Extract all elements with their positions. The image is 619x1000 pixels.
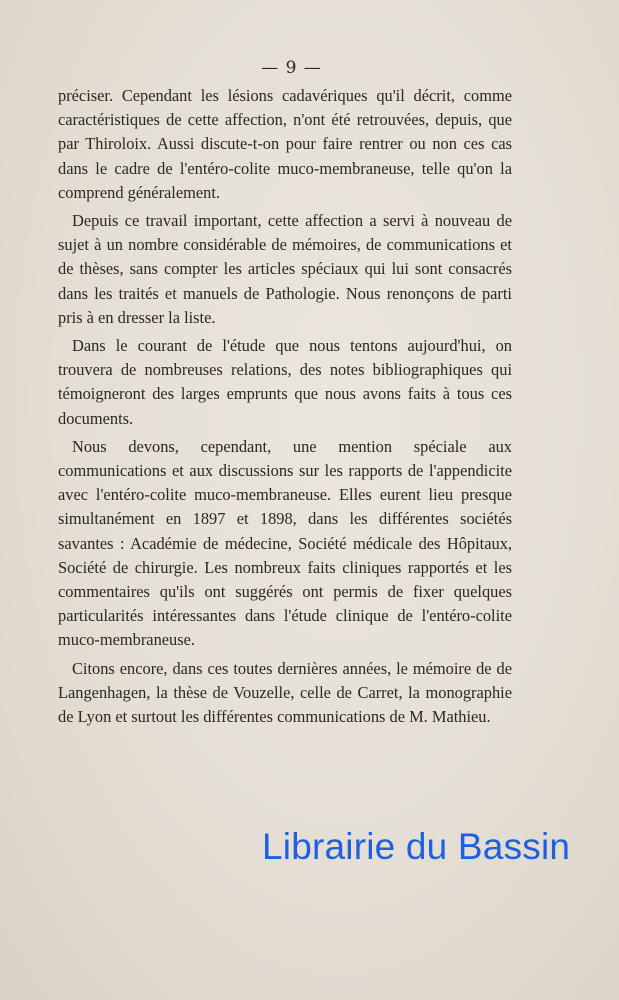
paragraph-4: Nous devons, cependant, une mention spéciale aux communications et aux discussions sur les rapports de l'appendicite avec l'entéro-colite muco-membraneuse. Elles eurent lieu presque simultanément en 1897 et 1898, dans les différentes sociétés savantes : Académie de médecine, Société médicale des Hôpitaux, Société de chirurgie. Les nombreux faits cliniques rapportés et les commentaires qu'ils ont suggérés ont permis de fixer quelques particularités intéressantes dans l'étude clinique de l'entéro-colite muco-membraneuse.	[58, 436, 512, 650]
paragraph-3: Dans le courant de l'étude que nous tentons aujourd'hui, on trouvera de nombreuses relations, des notes bibliographiques qui témoigneront des larges emprunts que nous avons faits à tous ces documents.	[58, 336, 512, 428]
watermark-text: Librairie du Bassin	[262, 826, 571, 867]
page-number: — 9 —	[261, 58, 322, 78]
text-body	[58, 84, 512, 733]
paragraph-5: Citons encore, dans ces toutes dernières années, le mémoire de de Langenhagen, la thèse de Vouzelle, celle de Carret, la monographie de Lyon et surtout les différentes communications de M. Mathieu.	[58, 658, 512, 727]
paragraph-1: préciser. Cependant les lésions cadavériques qu'il décrit, comme caractéristiques de cette affection, n'ont été retrouvées, depuis, que par Thiroloix. Aussi discute-t-on pour faire rentrer ou non ces cas dans le cadre de l'entéro-colite muco-membraneuse, telle qu'on la comprend généralement.	[58, 86, 512, 202]
paragraph-2: Depuis ce travail important, cette affection a servi à nouveau de sujet à un nombre considérable de mémoires, de communications et de thèses, sans compter les articles spéciaux qui lui sont consacrés dans les traités et manuels de Pathologie. Nous renonçons de parti pris à en dresser la liste.	[58, 211, 512, 327]
